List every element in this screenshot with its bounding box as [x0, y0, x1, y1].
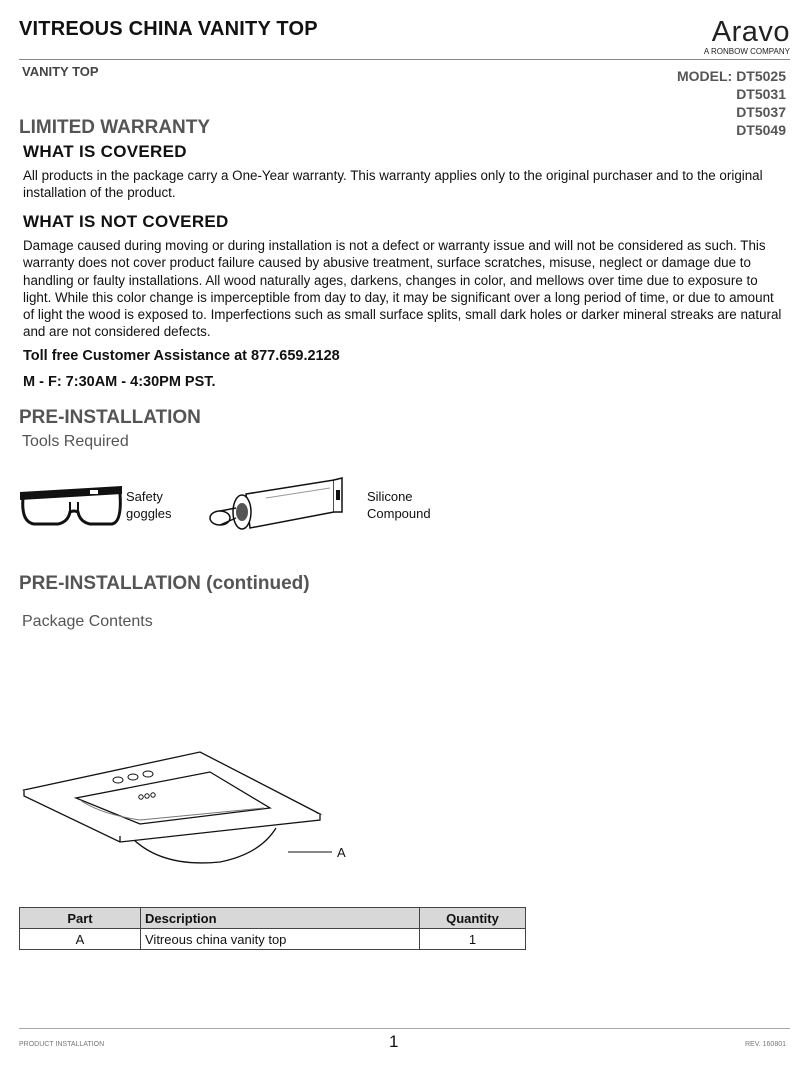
footer-label: PRODUCT INSTALLATION: [19, 1041, 105, 1048]
model-label: MODEL:: [676, 68, 733, 84]
model-number: DT5025: [736, 68, 786, 84]
tool-label-goggles: Safety goggles: [126, 489, 172, 521]
brand-tagline: A RONBOW COMPANY: [703, 47, 790, 56]
preinstall-title: PRE-INSTALLATION: [19, 407, 201, 428]
hours-line: M - F: 7:30AM - 4:30PM PST.: [23, 374, 216, 390]
revision-label: REV. 160801: [745, 1041, 786, 1048]
not-covered-heading: WHAT IS NOT COVERED: [23, 212, 229, 231]
model-number: DT5049: [736, 122, 786, 138]
column-header: Description: [141, 908, 420, 929]
document-title: VITREOUS CHINA VANITY TOP: [19, 18, 318, 40]
warranty-title: LIMITED WARRANTY: [19, 117, 211, 138]
tool-label-silicone: Silicone Compound: [367, 489, 431, 521]
column-header: Part: [20, 908, 141, 929]
model-list: [677, 67, 786, 139]
brand-logo: Aravo: [711, 16, 790, 48]
table-cell: A: [20, 929, 141, 950]
model-number: DT5037: [736, 104, 786, 120]
footer-divider: [19, 1028, 790, 1029]
table-cell: 1: [420, 929, 526, 950]
safety-goggles-icon: [18, 478, 124, 530]
model-number: DT5031: [736, 86, 786, 102]
parts-table: [19, 907, 526, 950]
covered-text: All products in the package carry a One-Year warranty. This warranty applies only to the original purchaser and to the original installation of the product.: [23, 168, 763, 201]
column-header: Quantity: [420, 908, 526, 929]
covered-heading: WHAT IS COVERED: [23, 142, 187, 161]
table-row: [20, 929, 526, 950]
package-contents-heading: Package Contents: [22, 613, 153, 630]
page-number: 1: [389, 1032, 399, 1051]
silicone-tube-icon: [206, 474, 348, 534]
tools-heading: Tools Required: [22, 433, 129, 450]
preinstall-continued-title: PRE-INSTALLATION (continued): [19, 573, 310, 594]
not-covered-text: Damage caused during moving or during installation is not a defect or warranty issue and will not be considered as such. This warranty does not cover product failure caused by abusive treatment, surface scratches, misuse, neglect or damage due to handling or faulty installations. All wood naturally ages, darkens, changes in color, and mellows over time due to exposure to light. While this color change is imperceptible from day to day, it may be significant over a long period of time, or due to amount of light the wood is exposed to. Imperfections such as small surface splits, small dark holes or darker mineral streaks are natural and are not considered defects.: [23, 238, 782, 340]
vanity-top-illustration: [20, 748, 332, 870]
header-divider: [19, 59, 790, 60]
table-cell: Vitreous china vanity top: [141, 929, 420, 950]
table-header-row: [20, 908, 526, 929]
part-callout: A: [337, 845, 346, 860]
document-subtitle: VANITY TOP: [22, 64, 99, 79]
toll-free-line: Toll free Customer Assistance at 877.659.2128: [23, 348, 340, 364]
